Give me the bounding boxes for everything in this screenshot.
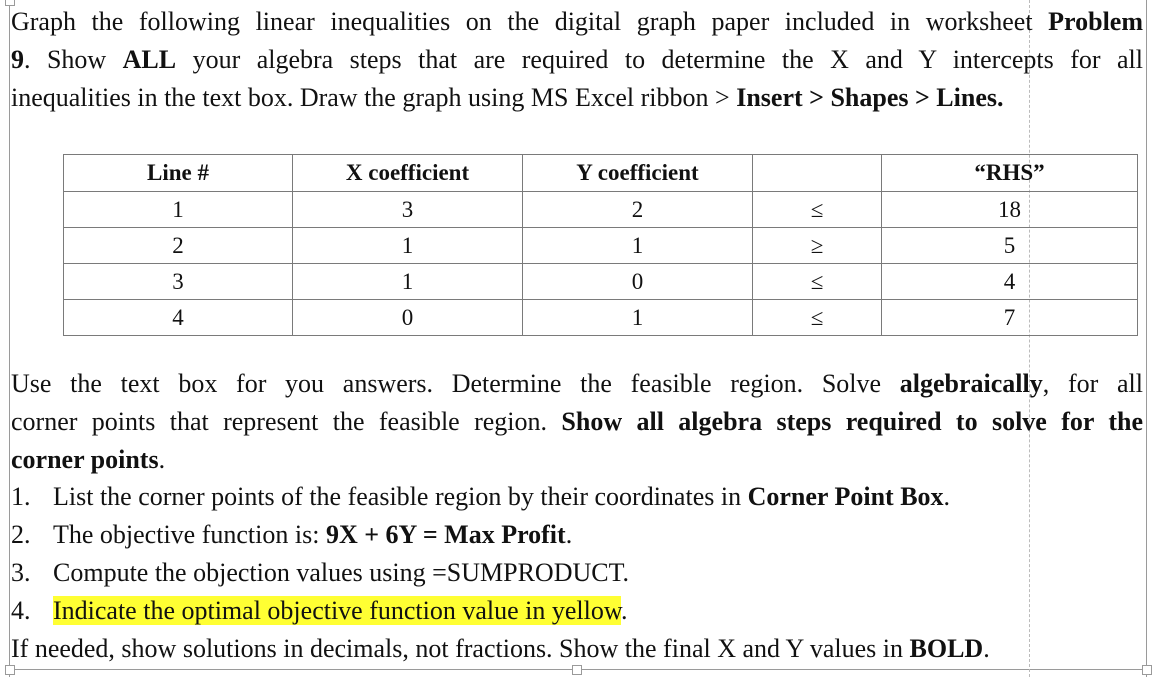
bold-text: 9 <box>11 45 24 74</box>
bold-text: corner points <box>11 445 159 474</box>
text-run: . <box>943 482 951 511</box>
text-run: Use the text box for you answers. Determine the feasible region. Solve <box>11 369 900 398</box>
header-x-coefficient: X coefficient <box>293 155 523 192</box>
list-number: 4. <box>11 596 31 625</box>
text-run: . Show <box>24 45 123 74</box>
text-run: . <box>983 634 990 663</box>
table-row <box>64 300 1138 336</box>
bold-text: Corner Point Box <box>747 482 944 511</box>
text-run: The objective function is: <box>53 520 326 549</box>
text-run: List the corner points of the feasible region by their coordinates in <box>53 482 748 511</box>
intro-line <box>11 3 1143 41</box>
cell-x-coefficient: 1 <box>293 228 523 264</box>
cell-line-number: 4 <box>64 300 293 336</box>
text-run: corner points that represent the feasible region. <box>11 407 562 436</box>
intro-line <box>11 41 1143 79</box>
cell-sign: ≤ <box>753 264 882 300</box>
header-line-number: Line # <box>64 155 293 192</box>
textbox-left-border <box>9 0 10 677</box>
header-rhs: “RHS” <box>882 155 1138 192</box>
bold-text: Insert > Shapes > Lines. <box>736 83 1004 112</box>
bold-text: algebraically <box>899 369 1043 398</box>
highlighted-text: Indicate the optimal objective function value in yellow <box>53 596 621 625</box>
text-run: Compute the objection values using =SUMPRODUCT. <box>53 558 630 587</box>
text-run: inequalities in the text box. Draw the graph using MS Excel ribbon > <box>11 83 737 112</box>
table-row <box>64 264 1138 300</box>
cell-rhs: 7 <box>882 300 1138 336</box>
cell-sign: ≥ <box>753 228 882 264</box>
cell-line-number: 3 <box>64 264 293 300</box>
text-run: . <box>565 520 573 549</box>
header-y-coefficient: Y coefficient <box>523 155 753 192</box>
instructions-line <box>11 365 1143 403</box>
intro-paragraph <box>11 3 1143 117</box>
text-run: . <box>620 596 628 625</box>
cell-line-number: 2 <box>64 228 293 264</box>
inequality-table <box>63 154 1138 336</box>
table-row <box>64 228 1138 264</box>
cell-sign: ≤ <box>753 192 882 228</box>
textbox-right-border <box>1146 0 1147 677</box>
instructions-line <box>11 403 1143 441</box>
cell-x-coefficient: 1 <box>293 264 523 300</box>
cell-y-coefficient: 0 <box>523 264 753 300</box>
cell-y-coefficient: 1 <box>523 300 753 336</box>
cell-sign: ≤ <box>753 300 882 336</box>
list-item <box>11 478 950 516</box>
cell-x-coefficient: 0 <box>293 300 523 336</box>
bold-text: Problem <box>1048 7 1143 36</box>
list-item <box>11 516 950 554</box>
intro-line <box>11 79 1143 117</box>
bold-text: 9X + 6Y = Max Profit <box>325 520 566 549</box>
bold-text: Show all algebra steps required to solve for the <box>561 407 1143 436</box>
resize-handle-bottom-right[interactable] <box>1142 665 1152 675</box>
instructions-paragraph <box>11 365 1143 479</box>
header-sign <box>753 155 882 192</box>
table-row <box>64 192 1138 228</box>
list-text <box>53 558 629 587</box>
cell-y-coefficient: 2 <box>523 192 753 228</box>
footer-note <box>11 630 990 668</box>
cell-y-coefficient: 1 <box>523 228 753 264</box>
instructions-line <box>11 441 1143 479</box>
text-run: , for all <box>1042 369 1143 398</box>
bold-text: ALL <box>122 45 177 74</box>
list-item <box>11 592 950 630</box>
list-text <box>53 596 627 625</box>
table-header-row <box>64 155 1138 192</box>
cell-line-number: 1 <box>64 192 293 228</box>
list-text <box>53 520 572 549</box>
instruction-list <box>11 478 950 630</box>
bold-text: BOLD <box>909 634 984 663</box>
list-number: 3. <box>11 558 31 587</box>
text-run: . <box>158 445 166 474</box>
cell-rhs: 4 <box>882 264 1138 300</box>
text-run: Graph the following linear inequalities on the digital graph paper included in worksheet <box>11 7 1049 36</box>
list-number: 2. <box>11 520 31 549</box>
list-item <box>11 554 950 592</box>
cell-x-coefficient: 3 <box>293 192 523 228</box>
cell-rhs: 18 <box>882 192 1138 228</box>
list-number: 1. <box>11 482 31 511</box>
text-run: your algebra steps that are required to determine the X and Y intercepts for all <box>176 45 1143 74</box>
text-run: If needed, show solutions in decimals, not fractions. Show the final X and Y values in <box>11 634 910 663</box>
cell-rhs: 5 <box>882 228 1138 264</box>
list-text <box>53 482 950 511</box>
